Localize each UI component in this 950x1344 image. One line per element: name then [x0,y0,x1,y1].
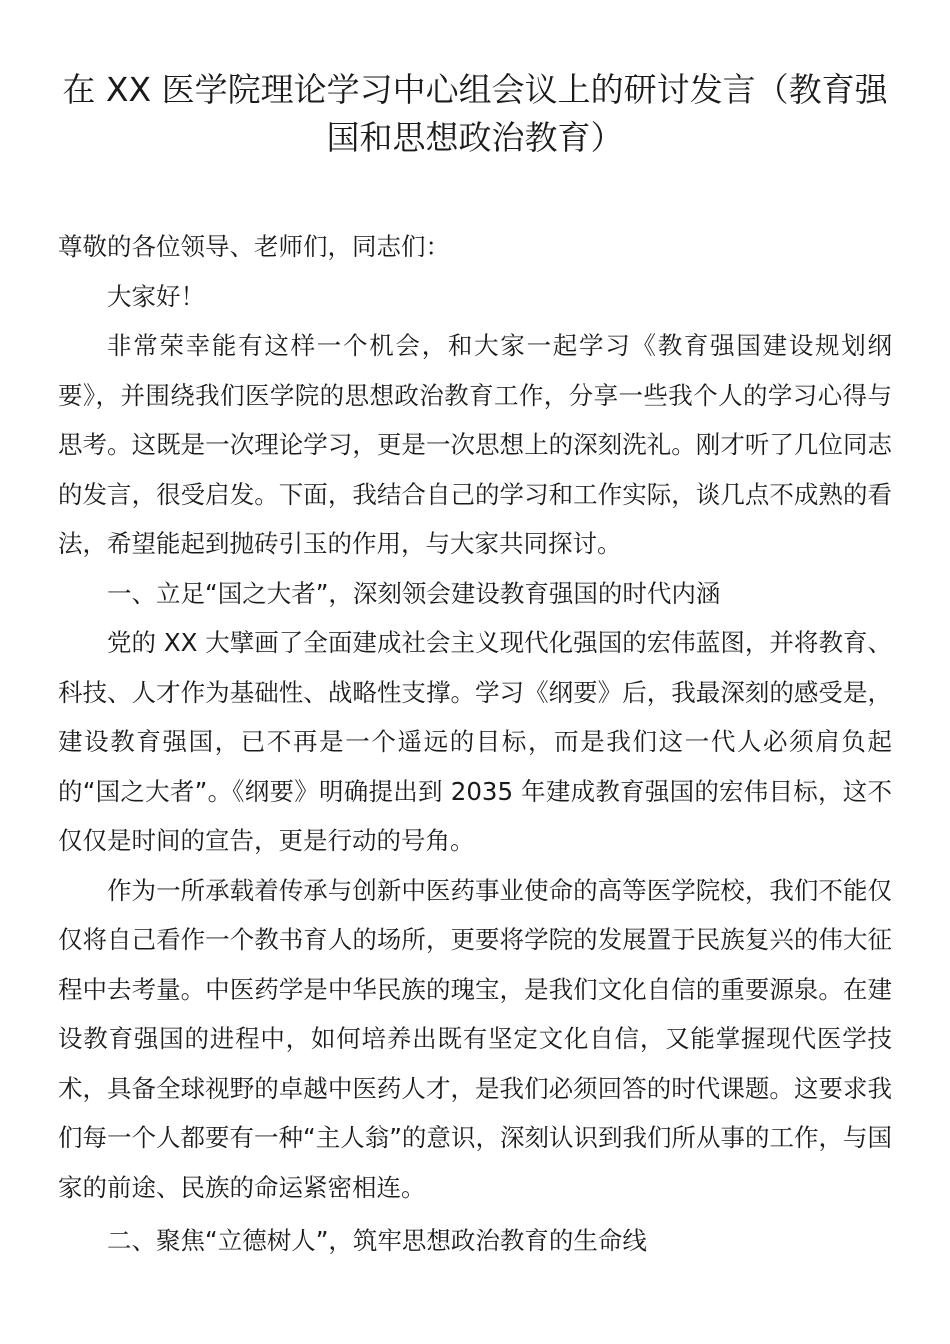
section-1-paragraph-1: 党的 XX 大擘画了全面建成社会主义现代化强国的宏伟蓝图，并将教育、科技、人才作为基础性、战略性支撑。学习《纲要》后，我最深刻的感受是，建设教育强国，已不再是一个遥远的目标，而是我们这一代人必须肩负起的“国之大者”。《纲要》明确提出到 2035 年建成教育强国的宏伟目标，这不仅仅是时间的宣告，更是行动的号角。 [58,628,892,855]
greeting: 大家好！ [107,281,205,311]
document-title: 在 XX 医学院理论学习中心组会议上的研讨发言（教育强国和思想政治教育） [62,70,888,157]
document-body [58,222,892,1266]
document-page [58,66,892,1266]
section-1-heading: 一、立足“国之大者”，深刻领会建设教育强国的时代内涵 [107,578,721,608]
section-2-heading: 二、聚焦“立德树人”，筑牢思想政治教育的生命线 [107,1226,647,1255]
intro-paragraph: 非常荣幸能有这样一个机会，和大家一起学习《教育强国建设规划纲要》，并围绕我们医学院的思想政治教育工作，分享一些我个人的学习心得与思考。这既是一次理论学习，更是一次思想上的深刻洗礼。刚才听了几位同志的发言，很受启发。下面，我结合自己的学习和工作实际，谈几点不成熟的看法，希望能起到抛砖引玉的作用，与大家共同探讨。 [58,331,892,558]
salutation: 尊敬的各位领导、老师们，同志们： [58,232,450,261]
section-1-paragraph-2: 作为一所承载着传承与创新中医药事业使命的高等医学院校，我们不能仅仅将自己看作一个教书育人的场所，更要将学院的发展置于民族复兴的伟大征程中去考量。中医药学是中华民族的瑰宝，是我们文化自信的重要源泉。在建设教育强国的进程中，如何培养出既有坚定文化自信，又能掌握现代医学技术，具备全球视野的卓越中医药人才，是我们必须回答的时代课题。这要求我们每一个人都要有一种“主人翁”的意识，深刻认识到我们所从事的工作，与国家的前途、民族的命运紧密相连。 [58,875,892,1202]
